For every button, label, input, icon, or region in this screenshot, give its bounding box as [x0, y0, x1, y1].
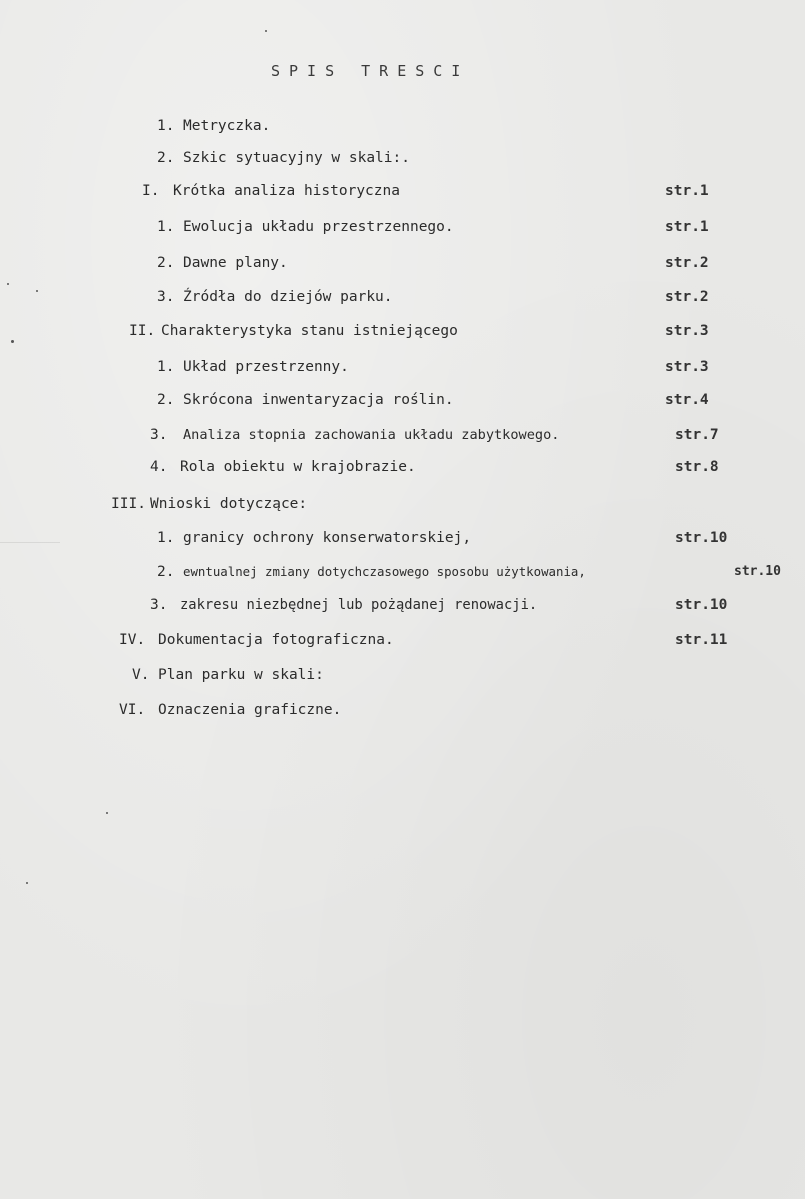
entry-text: Rola obiektu w krajobrazie.	[180, 459, 416, 475]
paper-speck	[265, 30, 267, 32]
entry-text: Dokumentacja fotograficzna.	[158, 632, 394, 648]
toc-entry	[0, 320, 805, 342]
toc-entry	[0, 664, 805, 686]
entry-number: III.	[111, 496, 146, 512]
entry-page: str.1	[665, 183, 709, 199]
entry-text: Wnioski dotyczące:	[150, 496, 308, 512]
entry-text: Oznaczenia graficzne.	[158, 702, 342, 718]
entry-page: str.8	[675, 459, 719, 475]
paper-speck	[106, 812, 108, 814]
toc-entry	[0, 699, 805, 721]
entry-page: str.10	[734, 564, 781, 579]
toc-entry	[0, 147, 805, 169]
entry-number: 3.	[150, 597, 168, 613]
entry-number: 1.	[157, 219, 175, 235]
entry-text: Analiza stopnia zachowania układu zabytkowego.	[183, 427, 560, 443]
entry-number: 1.	[157, 118, 175, 134]
entry-page: str.10	[675, 530, 728, 546]
entry-number: 1.	[157, 530, 175, 546]
entry-number: VI.	[119, 702, 146, 718]
entry-text: Źródła do dziejów parku.	[183, 289, 393, 305]
entry-text: zakresu niezbędnej lub pożądanej renowacji.	[180, 597, 538, 613]
paper-speck	[7, 283, 9, 285]
scan-artifact-line	[0, 542, 60, 543]
entry-number: I.	[142, 183, 160, 199]
toc-entry	[0, 180, 805, 202]
entry-page: str.1	[665, 219, 709, 235]
entry-number: 4.	[150, 459, 168, 475]
entry-text: Krótka analiza historyczna	[173, 183, 400, 199]
toc-entry	[0, 561, 805, 583]
toc-entry	[0, 527, 805, 549]
entry-number: 1.	[157, 359, 175, 375]
page-title: SPIS TRESCI	[271, 62, 470, 80]
toc-entry	[0, 594, 805, 616]
entry-page: str.4	[665, 392, 709, 408]
entry-page: str.11	[675, 632, 728, 648]
entry-text: Metryczka.	[183, 118, 271, 134]
entry-number: 2.	[157, 150, 175, 166]
entry-number: 2.	[157, 564, 175, 580]
toc-entry	[0, 389, 805, 411]
toc-entry	[0, 216, 805, 238]
toc-entry	[0, 456, 805, 478]
toc-entry	[0, 115, 805, 137]
entry-number: 2.	[157, 392, 175, 408]
entry-page: str.10	[675, 597, 728, 613]
paper-speck	[36, 290, 38, 292]
toc-entry	[0, 629, 805, 651]
entry-text: Plan parku w skali:	[158, 667, 324, 683]
entry-number: 2.	[157, 255, 175, 271]
paper-speck	[26, 882, 28, 884]
entry-text: Skrócona inwentaryzacja roślin.	[183, 392, 454, 408]
entry-text: granicy ochrony konserwatorskiej,	[183, 530, 472, 546]
entry-number: IV.	[119, 632, 146, 648]
entry-number: II.	[129, 323, 156, 339]
entry-page: str.3	[665, 359, 709, 375]
entry-text: ewntualnej zmiany dotychczasowego sposobu użytkowania,	[183, 564, 586, 579]
entry-text: Dawne plany.	[183, 255, 288, 271]
entry-page: str.7	[675, 427, 719, 443]
toc-entry	[0, 493, 805, 515]
toc-entry	[0, 252, 805, 274]
paper-speck	[11, 340, 14, 343]
entry-number: 3.	[150, 427, 168, 443]
entry-text: Układ przestrzenny.	[183, 359, 349, 375]
entry-number: V.	[132, 667, 150, 683]
entry-number: 3.	[157, 289, 175, 305]
toc-entry	[0, 286, 805, 308]
toc-entry	[0, 424, 805, 446]
entry-page: str.2	[665, 255, 709, 271]
entry-text: Charakterystyka stanu istniejącego	[161, 323, 458, 339]
entry-page: str.3	[665, 323, 709, 339]
entry-page: str.2	[665, 289, 709, 305]
entry-text: Szkic sytuacyjny w skali:.	[183, 150, 410, 166]
entry-text: Ewolucja układu przestrzennego.	[183, 219, 454, 235]
toc-entry	[0, 356, 805, 378]
